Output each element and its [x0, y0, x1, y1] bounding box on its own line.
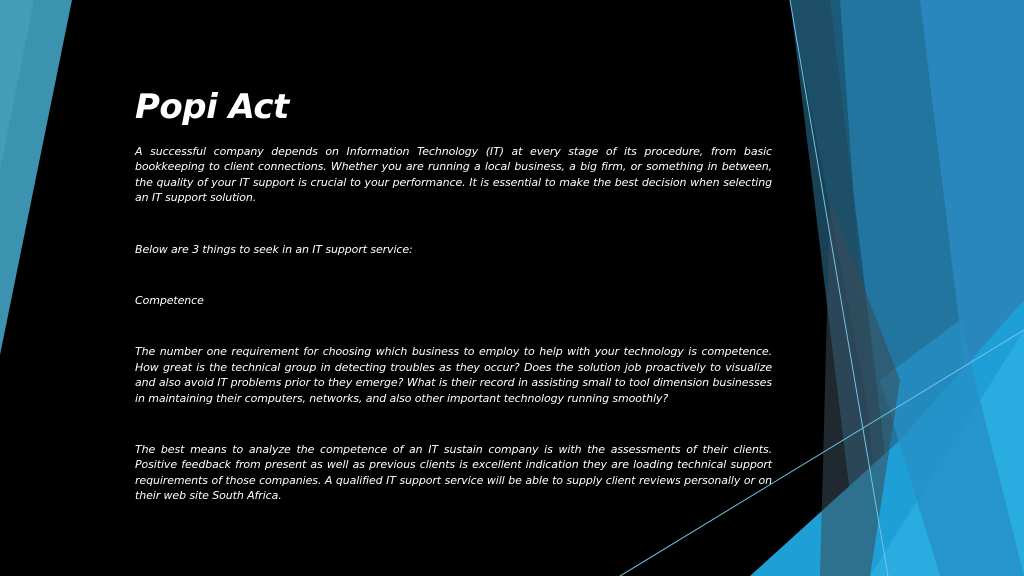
competence-paragraph: The number one requirement for choosing which business to employ to help with your technology is competence. How great is the technical group in detecting troubles as they occur? Does the solution job proactively to visualize and also avoid IT problems prior to they emerge? What is their record in assisting small to tool dimension businesses in maintaining their computers, networks, and also other important technology running smoothly? [135, 345, 772, 405]
list-intro-paragraph: Below are 3 things to seek in an IT support service: [135, 242, 413, 256]
intro-paragraph: A successful company depends on Information Technology (IT) at every stage of its procedure, from basic bookkeeping to client connections. Whether you are running a local business, a big firm, or something in between, the quality of your IT support is crucial to your performance. It is essential to make the best decision when selecting an IT support solution. [135, 145, 772, 205]
slide-title: Popi Act [135, 87, 289, 127]
slide-content [135, 86, 772, 504]
section-heading-competence: Competence [135, 294, 204, 308]
assessment-paragraph: The best means to analyze the competence of an IT sustain company is with the assessments of their clients. Positive feedback from present as well as previous clients is excellent indication they are loading technical support requirements of those companies. A qualified IT support service will be able to supply client reviews personally or on their web site South Africa. [135, 443, 772, 503]
